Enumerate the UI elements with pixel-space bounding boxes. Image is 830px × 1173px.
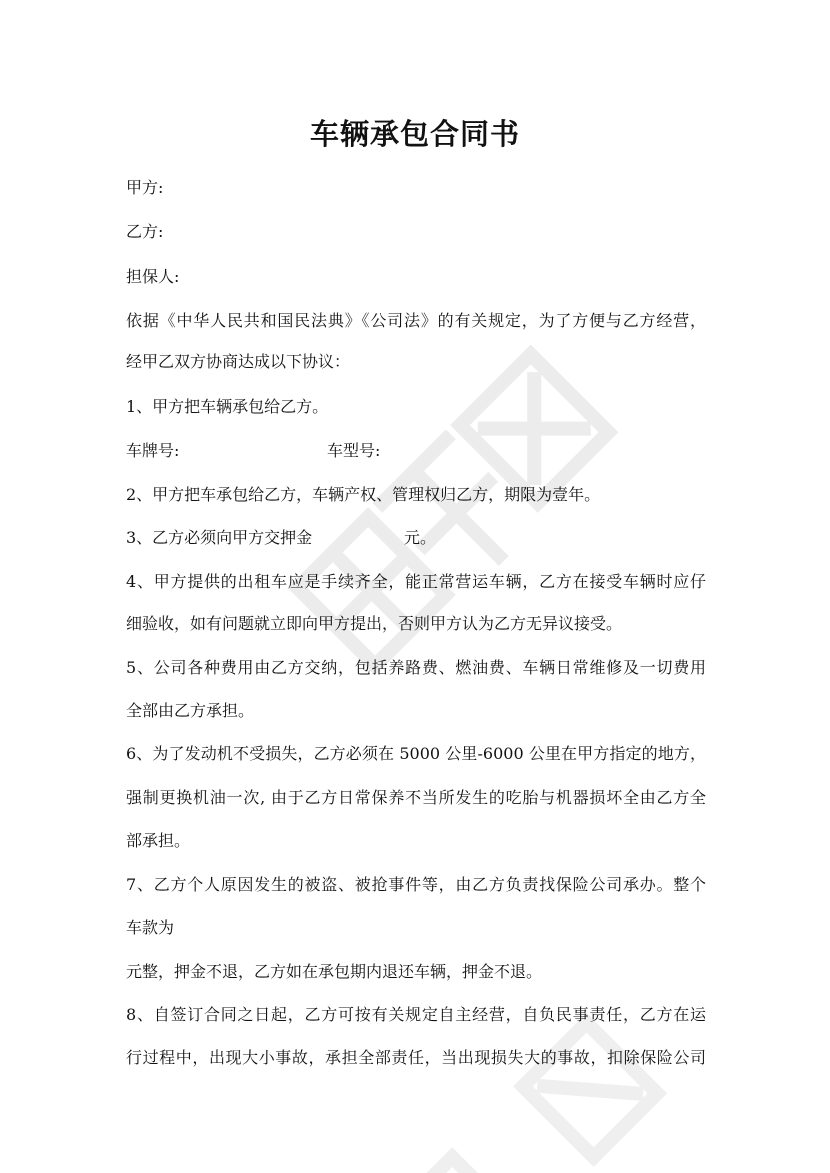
intro-line-2: 经甲乙双方协商达成以下协议： (126, 352, 351, 371)
clause-4-line-1: 4、甲方提供的出租车应是手续齐全，能正常营运车辆，乙方在接受车辆时应仔 (126, 572, 706, 591)
clause-3-prefix: 3、乙方必须向甲方交押金 (126, 528, 313, 547)
clause-7-line-2: 车款为 (126, 918, 175, 937)
clause-7-line-1: 7、乙方个人原因发生的被盗、被抢事件等，由乙方负责找保险公司承办。整个 (126, 875, 706, 894)
party-a-label: 甲方: (126, 178, 164, 197)
clause-1: 1、甲方把车辆承包给乙方。 (126, 397, 329, 416)
clause-8-line-1: 8、自签订合同之日起，乙方可按有关规定自主经营，自负民事责任，乙方在运 (126, 1005, 706, 1024)
plate-label: 车牌号: (126, 441, 180, 460)
clause-5-line-1: 5、公司各种费用由乙方交纳，包括养路费、燃油费、车辆日常维修及一切费用 (126, 658, 706, 677)
clause-3-suffix: 元。 (404, 528, 437, 547)
clause-7-line-3: 元整，押金不退，乙方如在承包期内退还车辆，押金不退。 (126, 962, 543, 981)
clause-6-line-1: 6、为了发动机不受损失，乙方必须在 5000 公里-6000 公里在甲方指定的地方， (126, 744, 706, 763)
watermark-graphic-bottom (320, 1000, 740, 1173)
clause-8-line-2: 行过程中，出现大小事故，承担全部责任，当出现损失大的事故，扣除保险公司 (126, 1048, 706, 1067)
model-label: 车型号: (327, 441, 381, 460)
clause-2: 2、甲方把车承包给乙方，车辆产权、管理权归乙方，期限为壹年。 (126, 485, 601, 504)
clause-6-line-2: 强制更换机油一次, 由于乙方日常保养不当所发生的吃胎与机器损坏全由乙方全 (126, 788, 706, 807)
clause-5-line-2: 全部由乙方承担。 (126, 701, 255, 720)
party-b-label: 乙方: (126, 222, 164, 241)
intro-line-1: 依据《中华人民共和国民法典》《公司法》的有关规定，为了方便与乙方经营， (126, 311, 706, 330)
clause-6-line-3: 部承担。 (126, 831, 191, 850)
guarantor-label: 担保人: (126, 267, 180, 286)
document-title: 车辆承包合同书 (309, 117, 520, 151)
clause-4-line-2: 细验收，如有问题就立即向甲方提出，否则甲方认为乙方无异议接受。 (126, 614, 623, 633)
